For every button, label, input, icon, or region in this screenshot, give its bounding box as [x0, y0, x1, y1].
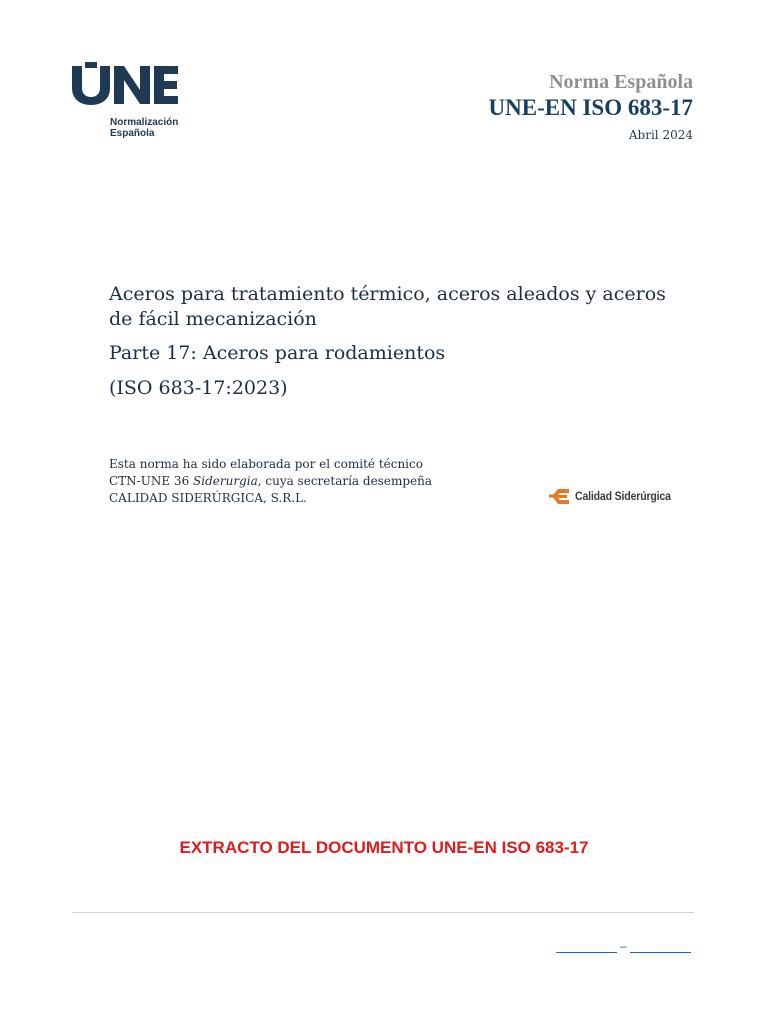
une-logo-subtitle [110, 117, 178, 139]
committee-statement [109, 456, 432, 507]
une-logo-mark [70, 62, 180, 106]
calidad-siderurgica-icon [549, 486, 571, 506]
footer-link-left[interactable] [556, 938, 617, 953]
logo-subtitle-line2: Española [110, 128, 155, 139]
calidad-siderurgica-text: Calidad Siderúrgica [575, 489, 671, 503]
document-title [109, 282, 699, 401]
footer-links [556, 938, 691, 953]
logo-subtitle-line1: Normalización [110, 117, 179, 128]
committee-line3: CALIDAD SIDERÚRGICA, S.R.L. [109, 491, 307, 505]
committee-name: Siderurgia [193, 474, 258, 488]
publication-date: Abril 2024 [628, 128, 693, 142]
committee-code: CTN-UNE 36 [109, 474, 194, 488]
norma-code: UNE-EN ISO 683-17 [488, 95, 693, 120]
footer-link-right[interactable] [630, 938, 691, 953]
title-line1: Aceros para tratamiento térmico, aceros aleados y aceros [109, 283, 666, 305]
footer-separator: – [620, 939, 627, 953]
extract-notice: EXTRACTO DEL DOCUMENTO UNE-EN ISO 683-17 [179, 838, 589, 857]
une-logo [70, 62, 190, 144]
committee-line2 [109, 473, 432, 490]
title-line2: de fácil mecanización [109, 308, 317, 330]
committee-line1: Esta norma ha sido elaborada por el comité técnico [109, 457, 423, 471]
norma-label: Norma Española [549, 71, 693, 93]
title-part: Parte 17: Aceros para rodamientos [109, 342, 446, 364]
calidad-siderurgica-logo [549, 485, 684, 507]
standard-header [489, 70, 693, 143]
footer-divider [72, 912, 694, 913]
title-iso-reference: (ISO 683-17:2023) [109, 377, 288, 399]
title-main [109, 282, 699, 332]
committee-line2-suffix: , cuya secretaría desempeña [257, 474, 432, 488]
